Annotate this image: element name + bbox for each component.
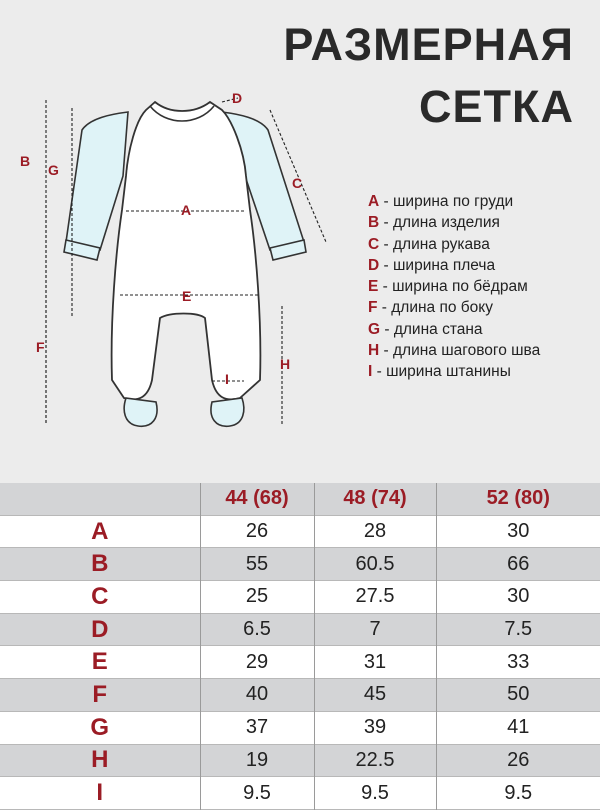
diagram-label-i: I bbox=[225, 371, 229, 387]
legend-item bbox=[368, 278, 600, 299]
table-row bbox=[0, 515, 600, 548]
column-header: 44 (68) bbox=[200, 483, 314, 515]
table-cell: 41 bbox=[507, 716, 530, 739]
table-cell: 55 bbox=[200, 548, 314, 581]
table-cell: 22.5 bbox=[314, 744, 436, 777]
legend-item bbox=[368, 214, 600, 235]
table-header-row bbox=[0, 483, 600, 515]
legend-key: C bbox=[368, 235, 380, 253]
diagram-label-f: F bbox=[36, 339, 45, 355]
table-cell: 7.5 bbox=[504, 618, 533, 641]
left-foot bbox=[124, 398, 157, 426]
legend-text: - ширина по бёдрам bbox=[378, 278, 528, 296]
right-foot bbox=[211, 398, 244, 426]
table-row bbox=[0, 646, 600, 679]
row-key: E bbox=[0, 646, 200, 679]
row-key: D bbox=[0, 613, 200, 646]
row-key: I bbox=[0, 777, 200, 810]
table-cell: 27.5 bbox=[314, 581, 436, 614]
table-corner-cell bbox=[0, 483, 200, 515]
diagram-label-b: B bbox=[20, 153, 31, 169]
row-key: B bbox=[0, 548, 200, 581]
legend-text: - длина изделия bbox=[379, 214, 500, 232]
table-row bbox=[0, 744, 600, 777]
legend-key: I bbox=[368, 363, 373, 381]
legend-text: - ширина плеча bbox=[379, 256, 496, 274]
legend-text: - длина рукава bbox=[379, 235, 490, 253]
table-row bbox=[0, 613, 600, 646]
table-cell: 29 bbox=[200, 646, 314, 679]
legend-key: D bbox=[368, 256, 380, 274]
table-row bbox=[0, 581, 600, 614]
row-key: A bbox=[0, 515, 200, 548]
legend-item bbox=[368, 257, 600, 278]
row-key: F bbox=[0, 679, 200, 712]
diagram-label-h: H bbox=[280, 356, 291, 372]
table-cell: 39 bbox=[314, 711, 436, 744]
table-cell: 33 bbox=[507, 650, 530, 673]
legend-text: - длина стана bbox=[380, 320, 483, 338]
table-cell: 60.5 bbox=[314, 548, 436, 581]
legend-item bbox=[368, 321, 600, 342]
table-cell: 7 bbox=[314, 613, 436, 646]
legend-item bbox=[368, 342, 600, 363]
title-line-2: СЕТКА bbox=[419, 81, 574, 132]
legend-key: B bbox=[368, 214, 380, 232]
size-table bbox=[0, 483, 600, 810]
legend-text: - длина шагового шва bbox=[379, 342, 541, 360]
table-cell: 9.5 bbox=[200, 777, 314, 810]
table-cell: 40 bbox=[200, 679, 314, 712]
measurement-legend bbox=[368, 193, 600, 385]
table-cell: 6.5 bbox=[200, 613, 314, 646]
diagram-label-d: D bbox=[232, 90, 243, 106]
title-line-1: РАЗМЕРНАЯ bbox=[283, 19, 574, 70]
row-key: C bbox=[0, 581, 200, 614]
table-cell: 19 bbox=[200, 744, 314, 777]
table-cell: 45 bbox=[314, 679, 436, 712]
table-cell: 9.5 bbox=[314, 777, 436, 810]
row-key: H bbox=[0, 744, 200, 777]
table-cell: 30 bbox=[507, 520, 530, 543]
row-key: G bbox=[0, 711, 200, 744]
legend-key: F bbox=[368, 299, 378, 317]
column-header: 48 (74) bbox=[314, 483, 436, 515]
table-cell: 50 bbox=[507, 683, 530, 706]
legend-key: H bbox=[368, 342, 380, 360]
diagram-label-a: A bbox=[181, 202, 192, 218]
legend-item bbox=[368, 193, 600, 214]
legend-item bbox=[368, 299, 600, 320]
table-cell: 9.5 bbox=[504, 781, 533, 804]
table-row bbox=[0, 777, 600, 810]
legend-text: - ширина штанины bbox=[372, 363, 511, 381]
table-cell: 31 bbox=[314, 646, 436, 679]
diagram-label-c: C bbox=[292, 175, 303, 191]
legend-key: A bbox=[368, 193, 380, 210]
diagram-label-g: G bbox=[48, 162, 59, 178]
table-cell: 30 bbox=[507, 585, 530, 608]
table-cell: 26 bbox=[200, 515, 314, 548]
diagram-label-e: E bbox=[182, 288, 192, 304]
table-cell: 37 bbox=[200, 711, 314, 744]
table-row bbox=[0, 679, 600, 712]
legend-text: - ширина по груди bbox=[379, 193, 514, 210]
table-row bbox=[0, 711, 600, 744]
legend-key: E bbox=[368, 278, 379, 296]
table-cell: 66 bbox=[507, 552, 530, 575]
table-cell: 26 bbox=[507, 748, 530, 771]
table-cell: 28 bbox=[314, 515, 436, 548]
column-header: 52 (80) bbox=[486, 487, 550, 510]
garment-diagram bbox=[0, 80, 360, 440]
legend-item bbox=[368, 363, 600, 384]
legend-key: G bbox=[368, 320, 381, 338]
legend-text: - длина по боку bbox=[377, 299, 493, 317]
legend-item bbox=[368, 236, 600, 257]
garment-body bbox=[112, 102, 261, 399]
table-cell: 25 bbox=[200, 581, 314, 614]
table-row bbox=[0, 548, 600, 581]
